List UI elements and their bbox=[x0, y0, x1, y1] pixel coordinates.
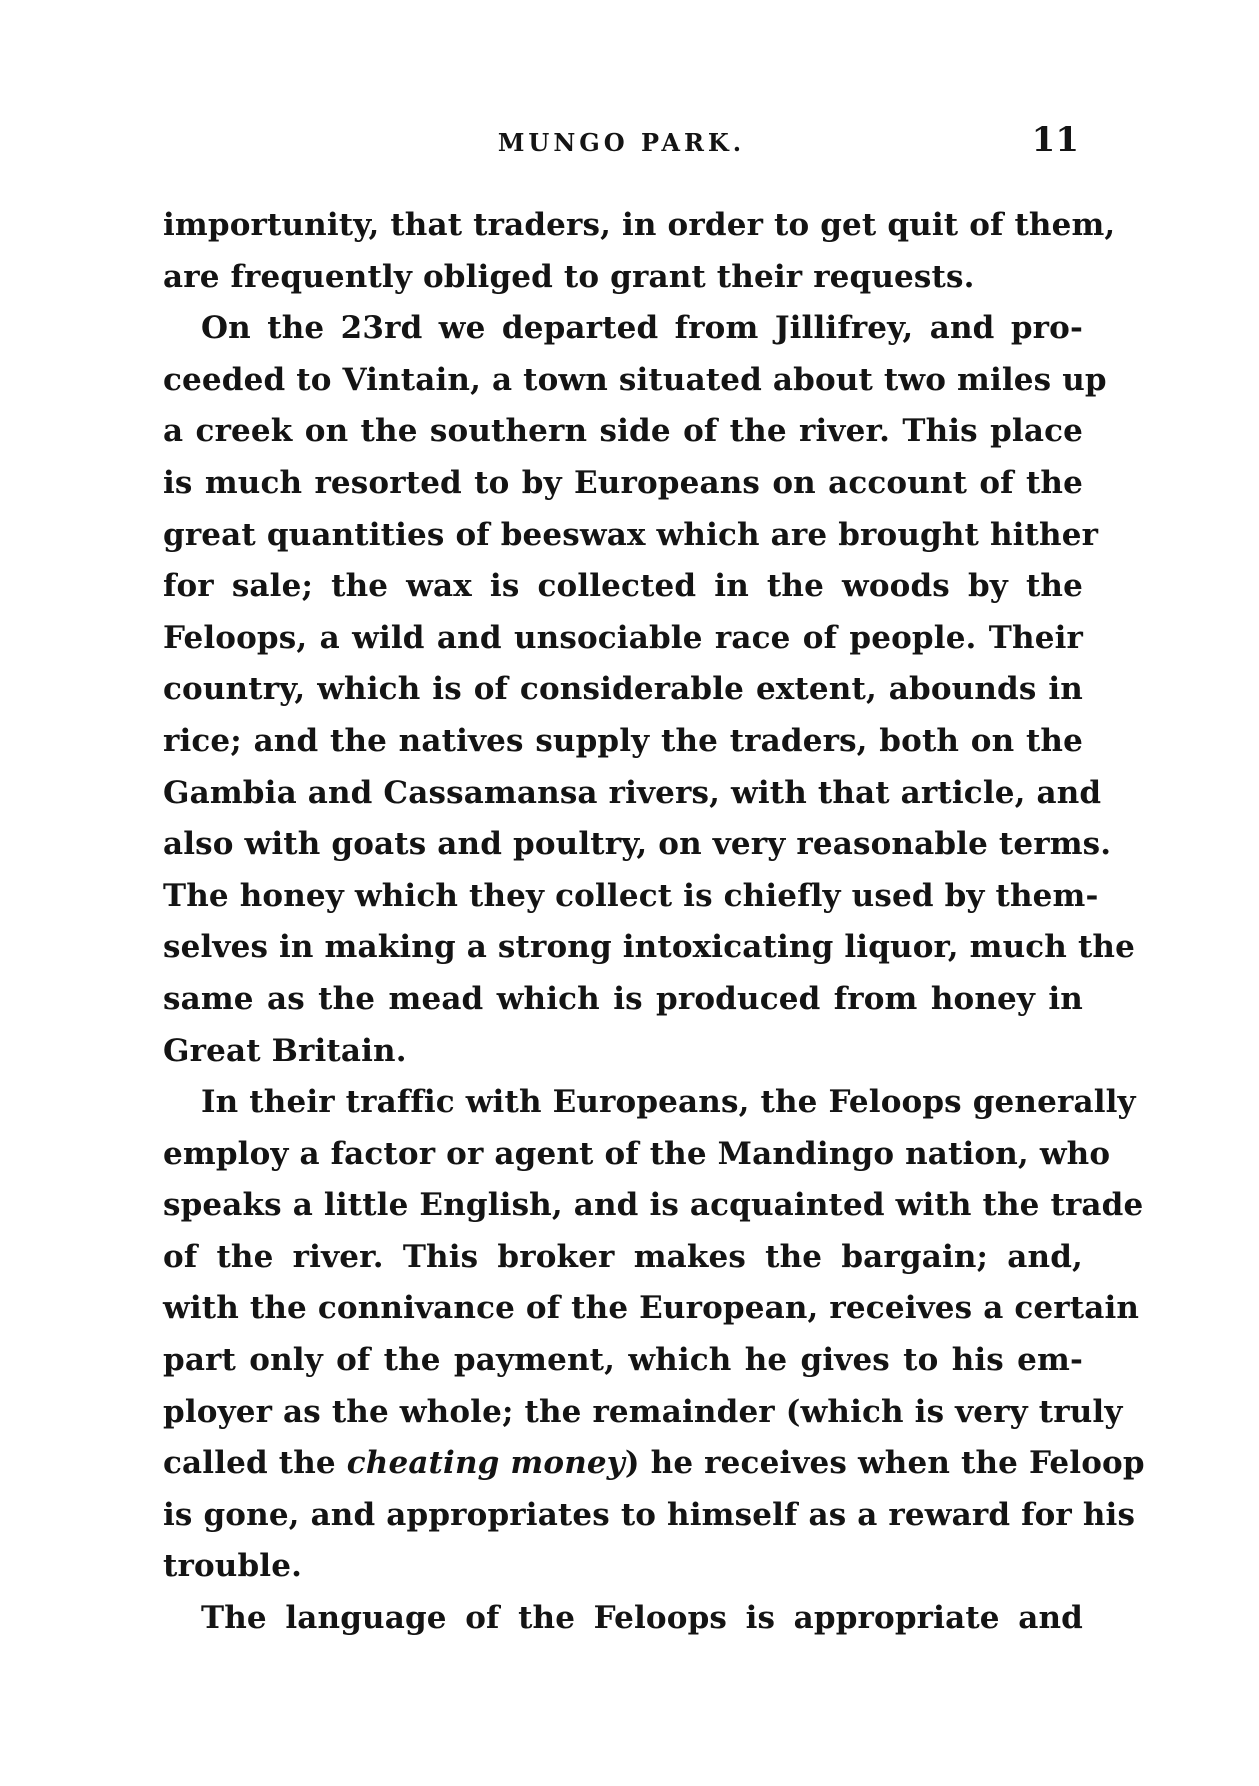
text-line: is gone, and appropriates to himself as a reward for his bbox=[163, 1496, 1136, 1533]
text-line: same as the mead which is produced from honey in bbox=[163, 980, 1083, 1017]
italic-phrase: cheating money bbox=[346, 1445, 625, 1482]
text-line: selves in making a strong intoxicating liquor, much the bbox=[163, 929, 1135, 966]
text-segment: ) he receives when the Feloop bbox=[624, 1445, 1145, 1482]
text-line: trouble. bbox=[163, 1548, 303, 1585]
text-line: great quantities of beeswax which are brought hither bbox=[163, 516, 1099, 553]
text-line: rice; and the natives supply the traders, both on the bbox=[163, 722, 1083, 759]
text-line: country, which is of considerable extent, abounds in bbox=[163, 671, 1083, 708]
running-head bbox=[160, 120, 1083, 160]
text-line: a creek on the southern side of the river. This place bbox=[163, 413, 1083, 450]
text-line: Great Britain. bbox=[163, 1032, 407, 1069]
text-line: In their traffic with Europeans, the Feloops generally bbox=[201, 1084, 1136, 1121]
body-text bbox=[163, 200, 1145, 1645]
running-title: MUNGO PARK. bbox=[497, 128, 746, 157]
text-line: for sale; the wax is collected in the woods by the bbox=[163, 568, 1083, 605]
text-line: with the connivance of the European, receives a certain bbox=[163, 1290, 1140, 1327]
text-line: is much resorted to by Europeans on account of the bbox=[163, 464, 1083, 501]
text-line: employ a factor or agent of the Mandingo nation, who bbox=[163, 1135, 1111, 1172]
text-line: ployer as the whole; the remainder (which is very truly bbox=[163, 1393, 1123, 1430]
text-line: Gambia and Cassamansa rivers, with that article, and bbox=[163, 774, 1102, 811]
text-line: speaks a little English, and is acquainted with the trade bbox=[163, 1187, 1144, 1224]
text-line: The language of the Feloops is appropriate and bbox=[201, 1600, 1083, 1637]
text-segment: called the bbox=[163, 1445, 347, 1482]
page-number: 11 bbox=[1031, 120, 1079, 160]
text-line: also with goats and poultry, on very reasonable terms. bbox=[163, 826, 1112, 863]
text-line: part only of the payment, which he gives to his em- bbox=[163, 1342, 1083, 1379]
text-line: ceeded to Vintain, a town situated about two miles up bbox=[163, 361, 1107, 398]
text-line-with-italic bbox=[163, 1438, 1145, 1490]
text-line: Feloops, a wild and unsociable race of people. Their bbox=[163, 619, 1083, 656]
text-line: On the 23rd we departed from Jillifrey, and pro- bbox=[201, 310, 1083, 347]
text-line: are frequently obliged to grant their requests. bbox=[163, 258, 975, 295]
text-line: of the river. This broker makes the bargain; and, bbox=[163, 1238, 1083, 1275]
text-line: importunity, that traders, in order to get quit of them, bbox=[163, 207, 1116, 243]
text-line: The honey which they collect is chiefly used by them- bbox=[163, 877, 1099, 914]
